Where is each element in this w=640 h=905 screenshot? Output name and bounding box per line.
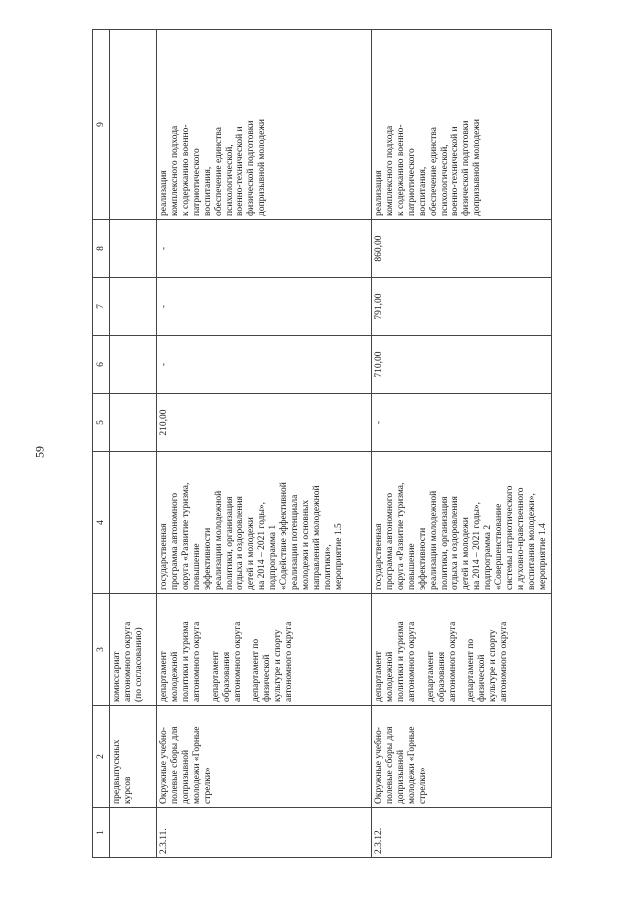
item-executors [157,594,372,706]
item-program: государственная программа автономного округа «Развитие туризма, повышение эффективности реализации молодежной политики, организация отдыха и оздоровления детей и молодежи на 2014 – 2021 годы», подпрограмма 2 «Совершенствование системы патриотического и духовно-нравственного воспитания молодежи», мероприятие 1.4 [372,452,552,594]
amount-cell: - [157,220,372,278]
continuation-row [110,30,157,858]
table-cell [110,452,157,594]
table-cell [110,394,157,452]
executor: департамент по физической культуре и спорту автономного округа [251,621,295,702]
amount-cell: 791,00 [372,278,552,336]
continued-executor-text: комиссариат автономного округа (по согласованию) [112,621,144,702]
table-cell [110,278,157,336]
item-executors [372,594,552,706]
item-result: реализация комплексного подхода к содержанию военно- патриотического воспитания, обеспечение единства психологической, военно-технической и физической подготовки допризывной молодежи [157,30,372,220]
item-number: 2.3.11. [157,808,372,858]
executor: департамент образования автономного округа [210,621,243,702]
table-cell [110,808,157,858]
item-number: 2.3.12. [372,808,552,858]
executor: департамент молодежной политики и туризма автономного округа [159,621,202,702]
executor: департамент по физической культуре и спорту автономного округа [466,621,510,702]
amount-cell: 210,00 [157,394,372,452]
executor: департамент образования автономного округа [425,621,458,702]
item-result: реализация комплексного подхода к содержанию военно- патриотического воспитания, обеспечение единства психологической, военно-технической и физической подготовки допризывной молодежи [372,30,552,220]
header-cell: 1 [93,808,110,858]
header-cell: 5 [93,394,110,452]
amount-cell: 860,00 [372,220,552,278]
header-row [93,30,110,858]
amount-cell: - [372,394,552,452]
plan-table [92,29,552,858]
table-cell [110,594,157,706]
header-cell: 9 [93,30,110,220]
header-cell: 7 [93,278,110,336]
header-cell: 2 [93,706,110,808]
header-cell: 3 [93,594,110,706]
item-name: Окружные учебно- полевые сборы для допризывной молодежи «Горные стрелки» [372,706,552,808]
amount-cell: - [157,278,372,336]
table-cell [110,706,157,808]
item-program: государственная программа автономного округа «Развитие туризма, повышение эффективности реализации молодежной политики, организация отдыха и оздоровления детей и молодежи на 2014 – 2021 годы», подпрограмма 1 «Содействие эффективной реализации потенциала молодежи и основных направлений молодежной политики», мероприятие 1.5 [157,452,372,594]
amount-cell: 710,00 [372,336,552,394]
rotated-table-area [92,30,548,858]
table-row [157,30,372,858]
amount-cell: - [157,336,372,394]
table-row [372,30,552,858]
executor: департамент молодежной политики и туризма автономного округа [374,621,417,702]
table-cell [110,336,157,394]
continued-name-text: предвыпускных курсов [112,739,133,804]
page-number: 59 [32,446,47,458]
header-cell: 4 [93,452,110,594]
landscape-page-content [92,30,548,858]
header-cell: 6 [93,336,110,394]
table-cell [110,30,157,220]
item-name: Окружные учебно- полевые сборы для допризывной молодежи «Горные стрелки» [157,706,372,808]
header-cell: 8 [93,220,110,278]
table-cell [110,220,157,278]
